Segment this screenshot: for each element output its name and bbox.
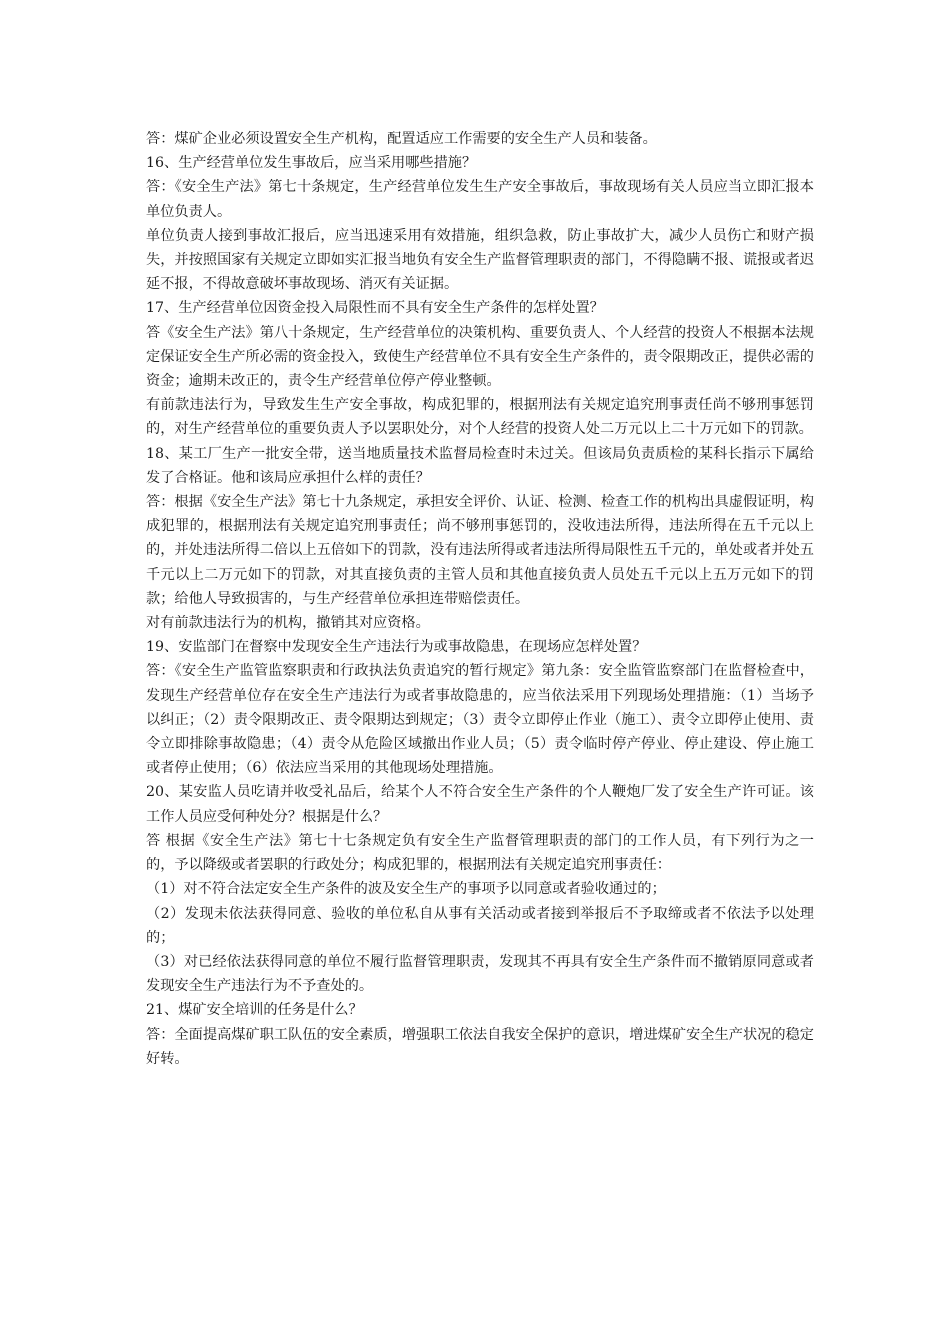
question-21: 21、煤矿安全培训的任务是什么？: [146, 1002, 363, 1019]
answer-16-continued: 单位负责人接到事故汇报后，应当迅速采用有效措施，组织急救，防止事故扩大，减少人员伤亡和财产损失，并按照国家有关规定立即如实汇报当地负有安全生产监督管理职责的部门，不得隐瞒不报、谎报或者迟延不报，不得故意破坏事故现场、消灭有关证据。: [146, 227, 814, 293]
answer-19: 答：《安全生产监管监察职责和行政执法负责追究的暂行规定》第九条：安全监管监察部门在监督检查中，发现生产经营单位存在安全生产违法行为或者事故隐患的，应当依法采用下列现场处理措施：（1）当场予以纠正；（2）责令限期改正、责令限期达到规定；（3）责令立即停止作业（施工）、责令立即停止使用、责令立即排除事故隐患；（4）责令从危险区域撤出作业人员；（5）责令临时停产停业、停止建设、停止施工或者停止使用；（6）依法应当采用的其他现场处理措施。: [146, 663, 814, 777]
document-body: [146, 127, 814, 1071]
answer-17-continued: 有前款违法行为，导致发生生产安全事故，构成犯罪的，根据刑法有关规定追究刑事责任尚不够刑事惩罚的，对生产经营单位的重要负责人予以罢职处分，对个人经营的投资人处二万元以上二十万元如下的罚款。: [146, 397, 814, 438]
answer-17: 答《安全生产法》第八十条规定，生产经营单位的决策机构、重要负责人、个人经营的投资人不根据本法规定保证安全生产所必需的资金投入，致使生产经营单位不具有安全生产条件的，责令限期改正，提供必需的资金；逾期未改正的，责令生产经营单位停产停业整顿。: [146, 324, 814, 390]
answer-21: 答：全面提高煤矿职工队伍的安全素质，增强职工依法自我安全保护的意识，增进煤矿安全生产状况的稳定好转。: [146, 1026, 814, 1067]
question-20: 20、某安监人员吃请并收受礼品后，给某个人不符合安全生产条件的个人鞭炮厂发了安全生产许可证。该工作人员应受何种处分？根据是什么？: [146, 784, 814, 825]
answer-16: 答：《安全生产法》第七十条规定，生产经营单位发生生产安全事故后，事故现场有关人员应当立即汇报本单位负责人。: [146, 179, 814, 220]
answer-20-item-1: （1）对不符合法定安全生产条件的波及安全生产的事项予以同意或者验收通过的；: [146, 881, 666, 898]
question-18: 18、某工厂生产一批安全带，送当地质量技术监督局检查时未过关。但该局负责质检的某科长指示下属给发了合格证。他和该局应承担什么样的责任？: [146, 445, 814, 486]
answer-20-item-2: （2）发现未依法获得同意、验收的单位私自从事有关活动或者接到举报后不予取缔或者不依法予以处理的；: [146, 905, 814, 946]
answer-18: 答：根据《安全生产法》第七十九条规定，承担安全评价、认证、检测、检查工作的机构出具虚假证明，构成犯罪的，根据刑法有关规定追究刑事责任；尚不够刑事惩罚的，没收违法所得，违法所得在五千元以上的，并处违法所得二倍以上五倍如下的罚款，没有违法所得或者违法所得局限性五千元的，单处或者并处五千元以上二万元如下的罚款，对其直接负责的主管人员和其他直接负责人员处五千元以上五万元如下的罚款；给他人导致损害的，与生产经营单位承担连带赔偿责任。: [146, 494, 814, 607]
answer-18-continued: 对有前款违法行为的机构，撤销其对应资格。: [146, 615, 430, 632]
answer-15: 答：煤矿企业必须设置安全生产机构，配置适应工作需要的安全生产人员和装备。: [146, 131, 657, 147]
question-16: 16、生产经营单位发生事故后，应当采用哪些措施？: [146, 155, 477, 172]
question-17: 17、生产经营单位因资金投入局限性而不具有安全生产条件的怎样处置？: [146, 300, 604, 317]
answer-20-item-3: （3）对已经依法获得同意的单位不履行监督管理职责，发现其不再具有安全生产条件而不撤销原同意或者发现安全生产违法行为不予查处的。: [146, 953, 814, 995]
answer-20: 答 根据《安全生产法》第七十七条规定负有安全生产监督管理职责的部门的工作人员，有下列行为之一的，予以降级或者罢职的行政处分；构成犯罪的，根据刑法有关规定追究刑事责任：: [146, 832, 814, 874]
question-19: 19、安监部门在督察中发现安全生产违法行为或事故隐患，在现场应怎样处置？: [146, 639, 647, 656]
